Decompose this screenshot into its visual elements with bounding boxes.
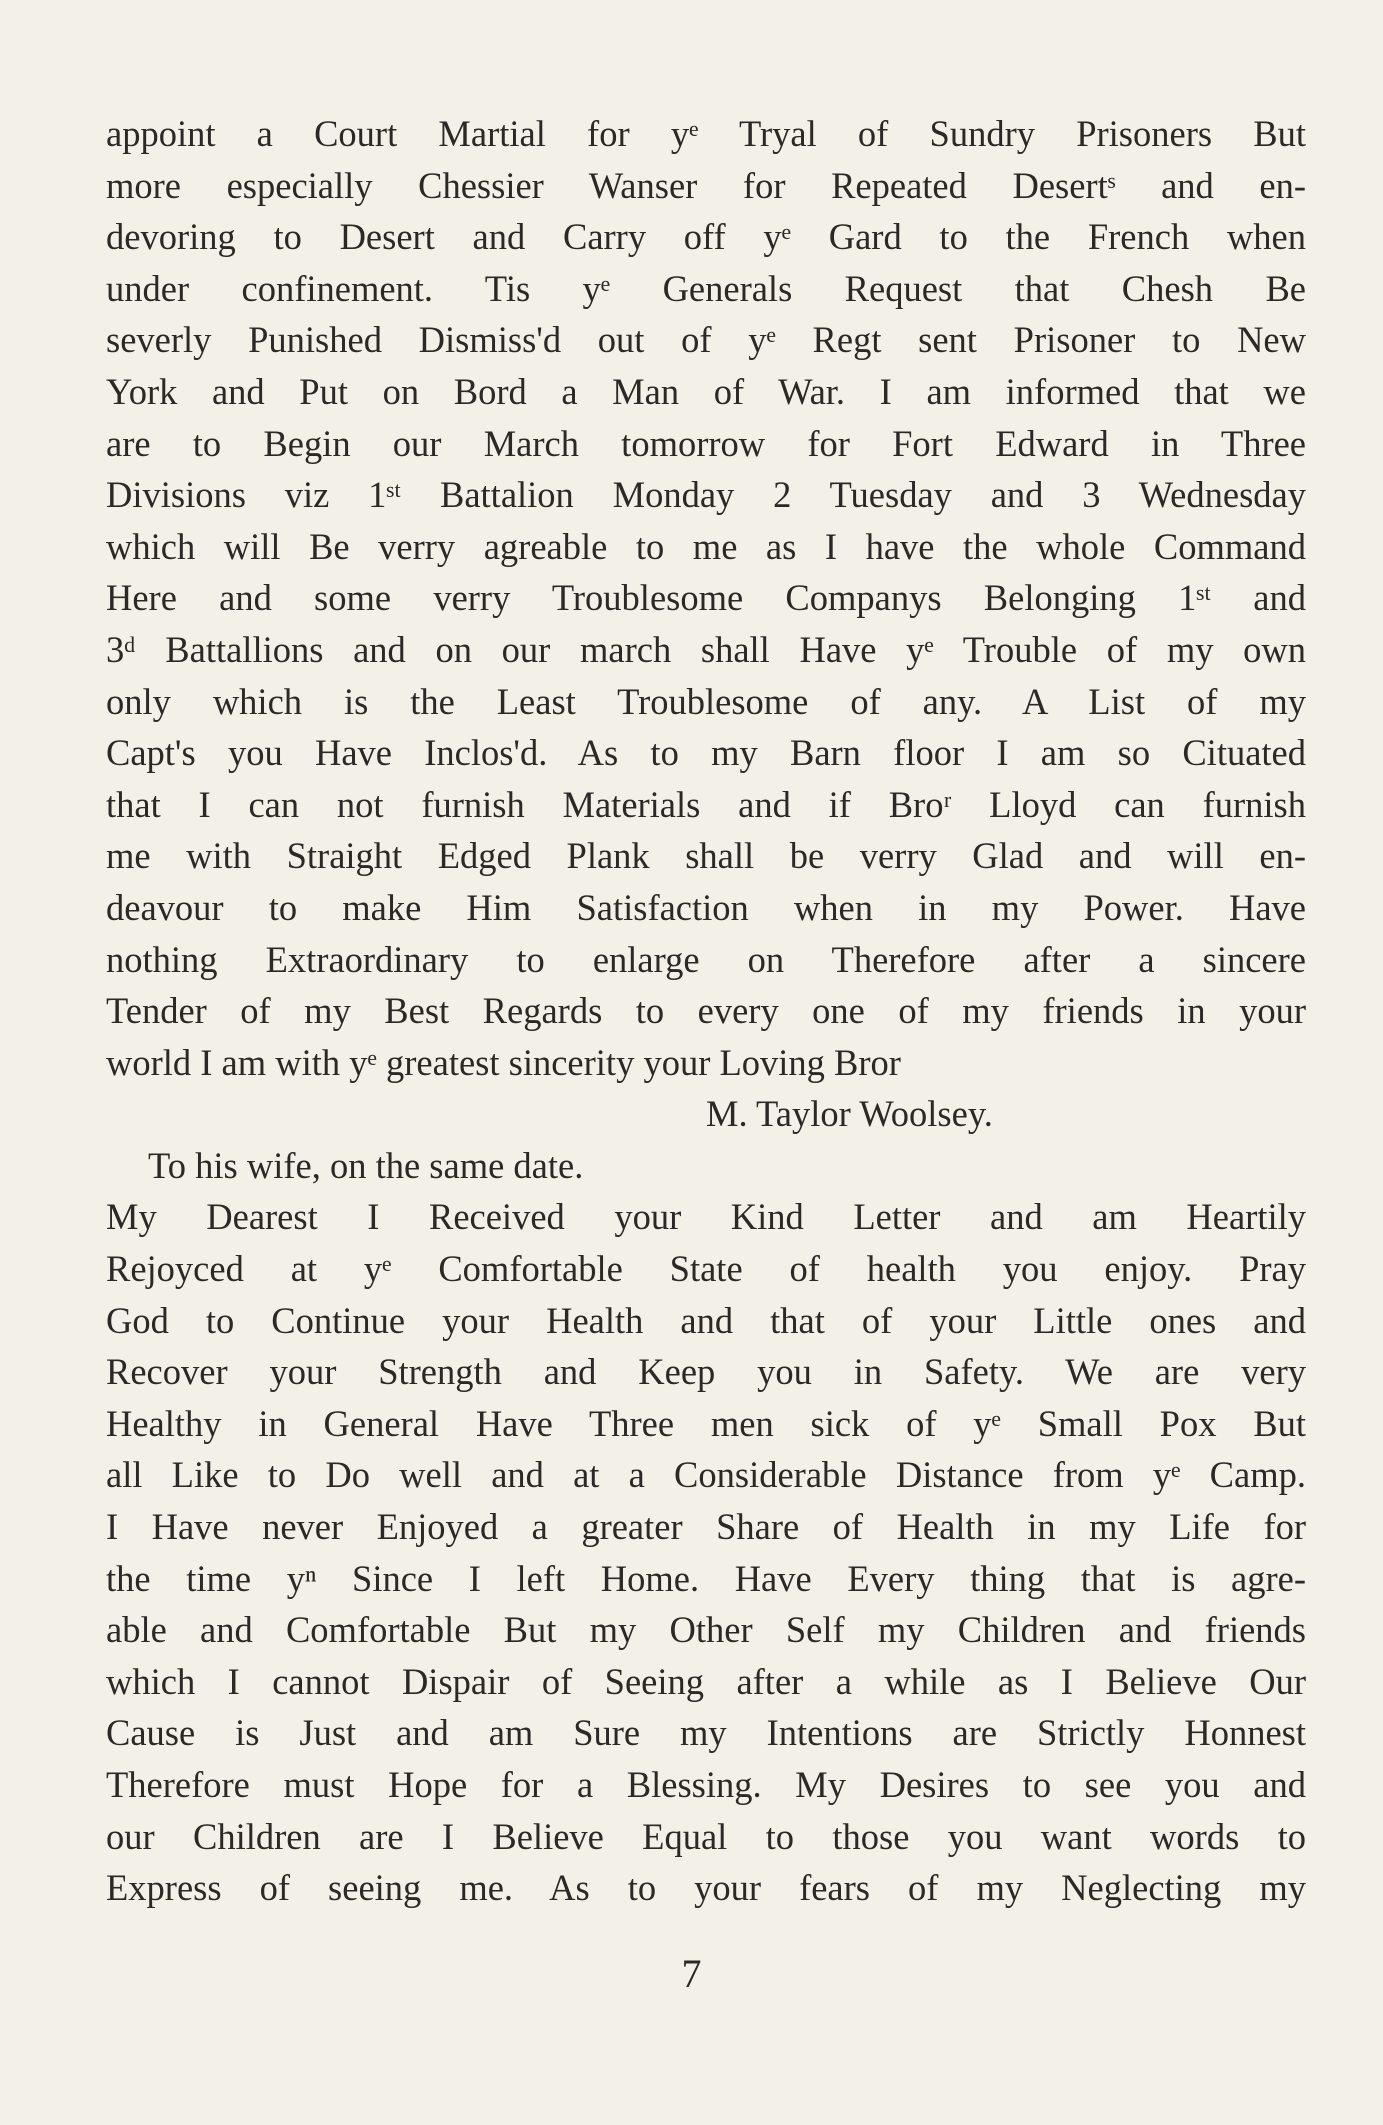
text-line: Here and some verry Troublesome Companys Belonging 1ˢᵗ and bbox=[106, 577, 1306, 619]
text-line: me with Straight Edged Plank shall be verry Glad and will en- bbox=[106, 835, 1306, 877]
text-line: York and Put on Bord a Man of War. I am informed that we bbox=[106, 370, 1306, 412]
text-line: deavour to make Him Satisfaction when in my Power. Have bbox=[106, 886, 1306, 928]
text-line: all Like to Do well and at a Considerable Distance from yᵉ Camp. bbox=[106, 1454, 1306, 1496]
signature: M. Taylor Woolsey. bbox=[706, 1093, 993, 1135]
text-line: Divisions viz 1ˢᵗ Battalion Monday 2 Tuesday and 3 Wednesday bbox=[106, 474, 1306, 516]
text-line: able and Comfortable But my Other Self my Children and friends bbox=[106, 1609, 1306, 1651]
body-text bbox=[106, 108, 1306, 1914]
text-line: which will Be verry agreable to me as I have the whole Command bbox=[106, 525, 1306, 567]
text-line: My Dearest I Received your Kind Letter and am Heartily bbox=[106, 1196, 1306, 1238]
text-line: Express of seeing me. As to your fears of my Neglecting my bbox=[106, 1867, 1306, 1909]
text-line: which I cannot Dispair of Seeing after a while as I Believe Our bbox=[106, 1660, 1306, 1702]
text-line: the time yⁿ Since I left Home. Have Every thing that is agre- bbox=[106, 1557, 1306, 1599]
text-line: Capt's you Have Inclos'd. As to my Barn floor I am so Cituated bbox=[106, 732, 1306, 774]
text-line: our Children are I Believe Equal to those you want words to bbox=[106, 1815, 1306, 1857]
text-line: Recover your Strength and Keep you in Safety. We are very bbox=[106, 1351, 1306, 1393]
text-line: God to Continue your Health and that of your Little ones and bbox=[106, 1299, 1306, 1341]
text-line: I Have never Enjoyed a greater Share of Health in my Life for bbox=[106, 1506, 1306, 1548]
text-line: severly Punished Dismiss'd out of yᵉ Regt sent Prisoner to New bbox=[106, 319, 1306, 361]
text-line: Therefore must Hope for a Blessing. My Desires to see you and bbox=[106, 1764, 1306, 1805]
text-line: nothing Extraordinary to enlarge on Therefore after a sincere bbox=[106, 938, 1306, 980]
text-line: under confinement. Tis yᵉ Generals Request that Chesh Be bbox=[106, 267, 1306, 309]
text-line: Tender of my Best Regards to every one of my friends in your bbox=[106, 990, 1306, 1032]
text-line: Healthy in General Have Three men sick of yᵉ Small Pox But bbox=[106, 1402, 1306, 1444]
text-line: that I can not furnish Materials and if Broʳ Lloyd can furnish bbox=[106, 783, 1306, 825]
text-line: Rejoyced at yᵉ Comfortable State of health you enjoy. Pray bbox=[106, 1248, 1306, 1290]
text-line: devoring to Desert and Carry off yᵉ Gard to the French when bbox=[106, 216, 1306, 258]
text-line: world I am with yᵉ greatest sincerity your Loving Bror bbox=[106, 1041, 901, 1083]
text-line: are to Begin our March tomorrow for Fort Edward in Three bbox=[106, 422, 1306, 464]
text-line: 3ᵈ Battallions and on our march shall Have yᵉ Trouble of my own bbox=[106, 628, 1306, 670]
page-number: 7 bbox=[681, 1951, 702, 1996]
text-line: appoint a Court Martial for yᵉ Tryal of Sundry Prisoners But bbox=[106, 113, 1306, 154]
text-line: more especially Chessier Wanser for Repeated Desertˢ and en- bbox=[106, 164, 1306, 206]
text-line: Cause is Just and am Sure my Intentions are Strictly Honnest bbox=[106, 1712, 1306, 1754]
text-line: only which is the Least Troublesome of any. A List of my bbox=[106, 680, 1306, 722]
letter-heading: To his wife, on the same date. bbox=[148, 1144, 584, 1186]
